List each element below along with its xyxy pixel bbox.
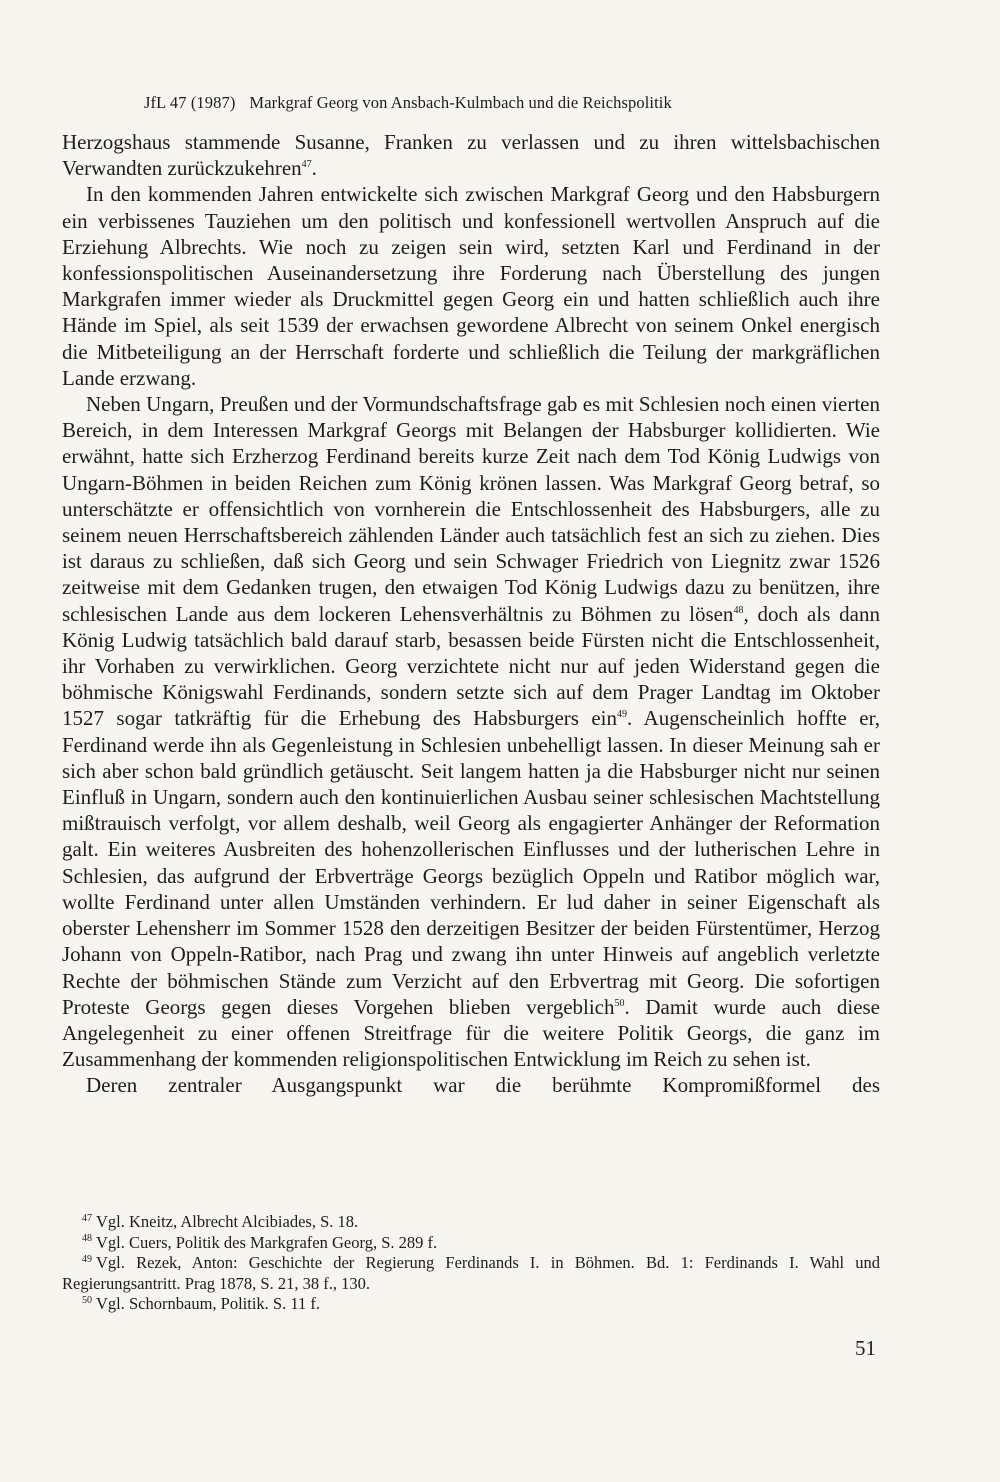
running-header <box>144 93 672 113</box>
body-text <box>62 129 880 1099</box>
footnote-number: 48 <box>82 1233 92 1244</box>
footnote-ref-47: 47 <box>301 159 312 171</box>
footnote-ref-48: 48 <box>733 604 744 616</box>
footnote-ref-49: 49 <box>617 709 628 721</box>
paragraph <box>62 391 880 1072</box>
footnote <box>62 1253 880 1294</box>
footnote <box>62 1233 880 1254</box>
paragraph-text: . Augenscheinlich hoffte er, Ferdinand werde ihn als Gegenleistung in Schlesien unbehelligt lassen. In dieser Meinung sah er sich aber schon bald gründlich getäuscht. Seit langem hatten ja die Habsburger nicht nur seinen Einfluß in Ungarn, sondern auch den kontinuierlichen Ausbau seiner schlesischen Machtstellung mißtrauisch verfolgt, vor allem deshalb, weil Georg als engagierter Anhänger der Reformation galt. Ein weiteres Ausbreiten des hohenzollerischen Einflusses und der lutherischen Lehre in Schlesien, das aufgrund der Erbverträge Georgs bezüglich Oppeln und Ratibor möglich war, wollte Ferdinand unter allen Umständen verhindern. Er lud daher in seiner Eigenschaft als oberster Lehensherr im Sommer 1528 den derzeitigen Besitzer der beiden Fürstentümer, Herzog Johann von Oppeln-Ratibor, nach Prag und zwang ihn unter Hinweis auf angeblich verletzte Rechte der böhmischen Stände zum Verzicht auf den Erbvertrag mit Georg. Die sofortigen Proteste Georgs gegen dieses Vorgehen blieben vergeblich <box>62 706 880 1019</box>
footnote-text: Vgl. Cuers, Politik des Markgrafen Georg, S. 289 f. <box>96 1232 438 1252</box>
paragraph-text: Deren zentraler Ausgangspunkt war die berühmte Kompromißformel des <box>86 1073 880 1098</box>
paragraph-text: Neben Ungarn, Preußen und der Vormundschaftsfrage gab es mit Schlesien noch einen vierten Bereich, in dem Interessen Markgraf Georgs mit Belangen der Habsburger kollidierten. Wie erwähnt, hatte sich Erzherzog Ferdinand bereits kurze Zeit nach dem Tod König Ludwigs von Ungarn-Böhmen in beiden Reichen zum König krönen lassen. Was Markgraf Georg betraf, so unterschätzte er offensichtlich von vornherein die Entschlossenheit des Habsburgers, alle zu seinem neuen Herrschaftsbereich zählenden Länder auch tatsächlich fest an sich zu ziehen. Dies ist daraus zu schließen, daß sich Georg und sein Schwager Friedrich von Liegnitz zwar 1526 zeitweise mit dem Gedanken trugen, den etwaigen Tod König Ludwigs dazu zu benützen, ihre schlesischen Lande aus dem lockeren Lehensverhältnis zu Böhmen zu lösen <box>62 392 880 626</box>
footnote-number: 50 <box>82 1294 92 1306</box>
paragraph-text: Herzogshaus stammende Susanne, Franken zu verlassen und zu ihren wittelsbachischen Verwandten zurückzukehren <box>62 130 880 181</box>
footnote-ref-50: 50 <box>614 997 625 1009</box>
footnote-text: Vgl. Kneitz, Albrecht Alcibiades, S. 18. <box>96 1212 359 1231</box>
paragraph-continuation <box>62 129 880 181</box>
paragraph-text: , doch als dann König Ludwig tatsächlich bald darauf starb, besassen beide Fürsten nicht die Entschlossenheit, ihr Vorhaben zu verwirklichen. Georg verzichtete nicht nur auf jeden Widerstand gegen die böhmische Königswahl Ferdinands, sondern setzte sich auf dem Prager Landtag im Oktober 1527 sogar tatkräftig für die Erhebung des Habsburgers ein <box>62 601 880 731</box>
journal-reference: JfL 47 (1987) <box>144 93 236 112</box>
page-number: 51 <box>855 1336 876 1360</box>
paragraph <box>62 1072 880 1098</box>
footnotes <box>62 1212 880 1315</box>
footnote <box>62 1212 880 1233</box>
footnote-number: 49 <box>82 1253 92 1265</box>
article-title: Markgraf Georg von Ansbach-Kulmbach und die Reichspolitik <box>249 93 672 112</box>
footnote <box>62 1294 880 1315</box>
footnote-number: 47 <box>82 1212 92 1224</box>
footnote-text: Vgl. Schornbaum, Politik. S. 11 f. <box>96 1294 320 1313</box>
paragraph-text: . <box>311 156 317 181</box>
paragraph <box>62 181 880 391</box>
footnote-text: Vgl. Rezek, Anton: Geschichte der Regierung Ferdinands I. in Böhmen. Bd. 1: Ferdinands I. Wahl und Regierungsantritt. Prag 1878, S. 21, 38 f., 130. <box>62 1253 880 1293</box>
paragraph-text: . Damit wurde auch diese Angelegenheit zu einer offenen Streitfrage für die weitere Politik Georgs, die ganz im Zusammenhang der kommenden religionspolitischen Entwicklung im Reich zu sehen ist. <box>62 994 881 1072</box>
paragraph-text: In den kommenden Jahren entwickelte sich zwischen Markgraf Georg und den Habsburgern ein verbissenes Tauziehen um den politisch und konfessionell wertvollen Anspruch auf die Erziehung Albrechts. Wie noch zu zeigen sein wird, setzten Karl und Ferdinand in der konfessionspolitischen Auseinandersetzung ihre Forderung nach Überstellung des jungen Markgrafen immer wieder als Druckmittel gegen Georg ein und hatten schließlich auch ihre Hände im Spiel, als seit 1539 der erwachsen gewordene Albrecht von seinem Onkel energisch die Mitbeteiligung an der Herrschaft forderte und schließlich die Teilung der markgräflichen Lande erzwang. <box>62 182 880 390</box>
